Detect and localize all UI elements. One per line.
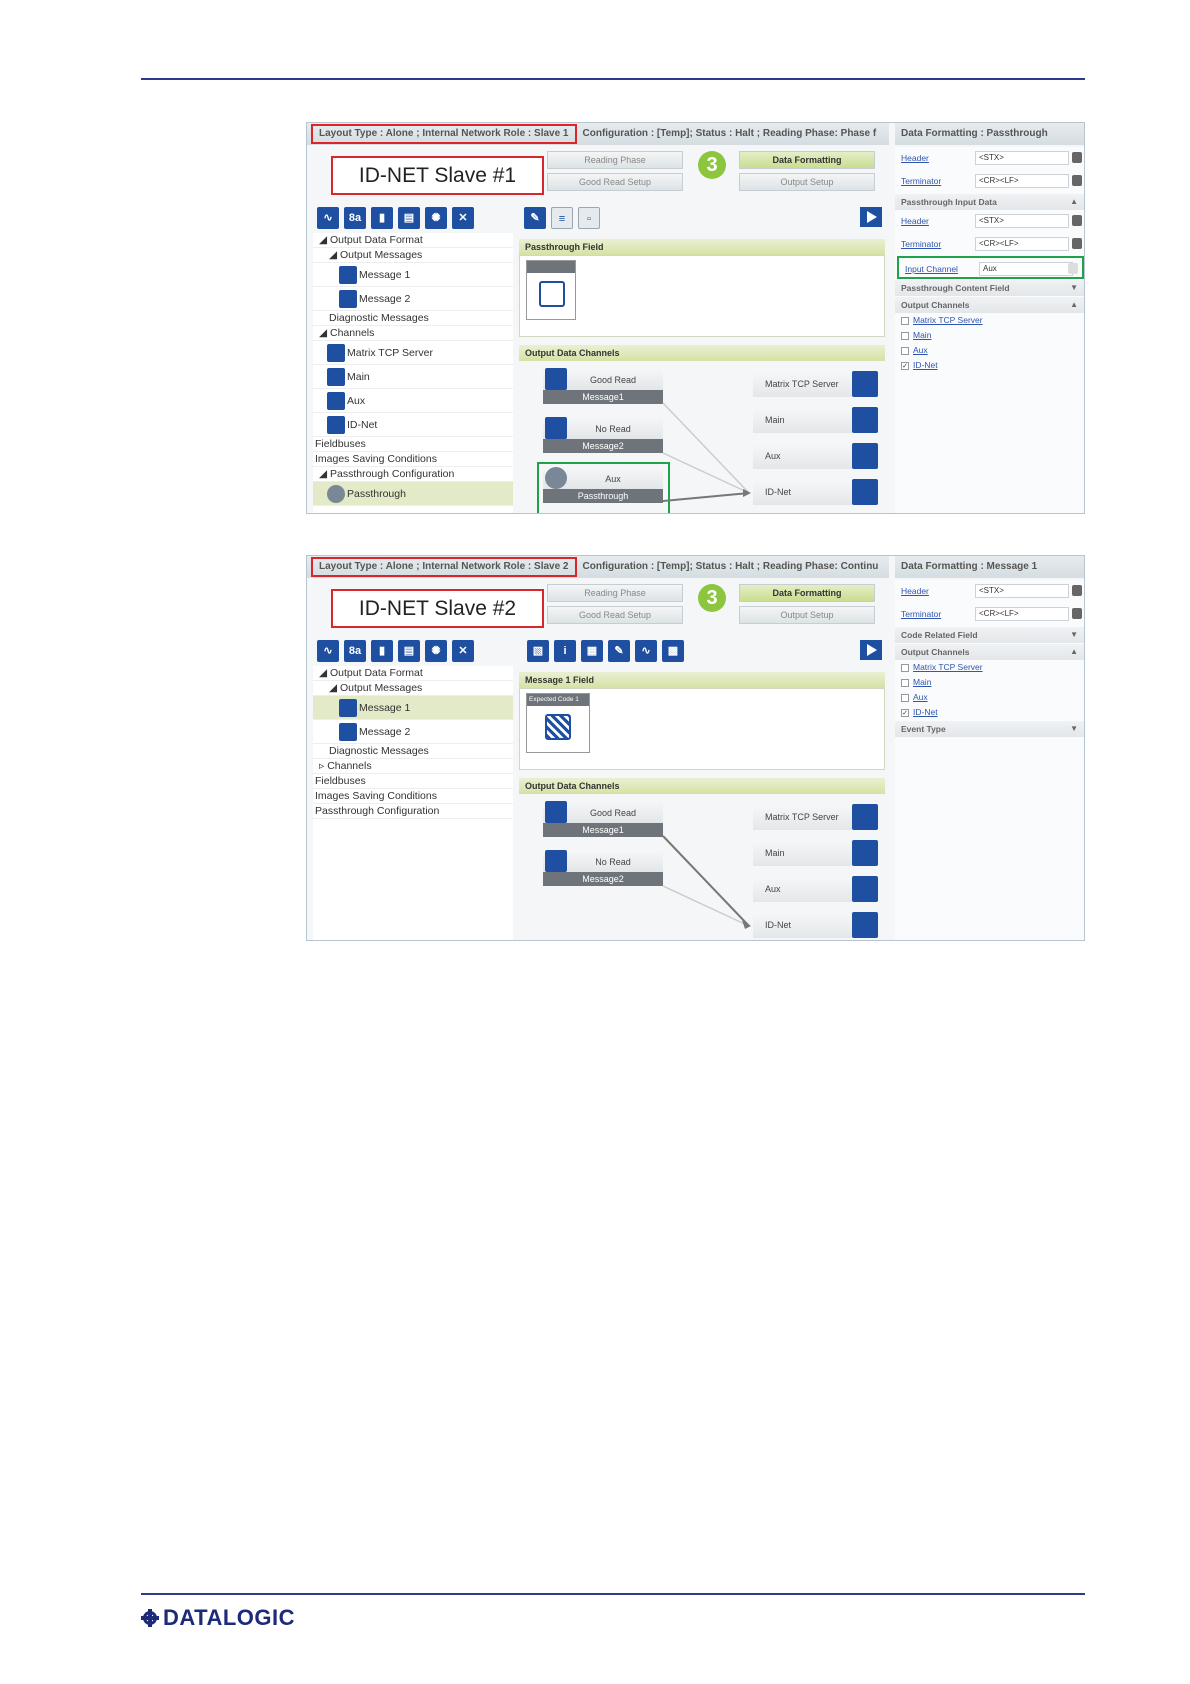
message-card[interactable]: No Read Message2 bbox=[543, 852, 663, 886]
terminator-field[interactable]: <CR><LF> bbox=[975, 174, 1069, 188]
properties-panel bbox=[895, 580, 1085, 941]
chevron-down-icon[interactable] bbox=[1068, 263, 1078, 274]
data-formatting-title: Data Formatting : Message 1 bbox=[895, 556, 1085, 578]
checkbox-row[interactable]: ✓ ID-Net bbox=[902, 360, 938, 370]
tree-item[interactable]: ◢ Output Messages bbox=[313, 681, 513, 696]
barcode-icon[interactable]: ▧ bbox=[527, 640, 549, 662]
checkbox-row[interactable]: Matrix TCP Server bbox=[895, 660, 1085, 675]
data-formatting-button[interactable]: Data Formatting bbox=[739, 584, 875, 602]
grid-icon[interactable]: ▦ bbox=[581, 640, 603, 662]
field-panel-header: Passthrough Field bbox=[519, 239, 885, 255]
connector-icon[interactable]: ▮ bbox=[371, 640, 393, 662]
tree-item-channel[interactable]: Matrix TCP Server bbox=[313, 341, 513, 365]
tree-item[interactable]: ◢ Output Data Format bbox=[313, 233, 513, 248]
passthrough-icon[interactable]: ✺ bbox=[425, 640, 447, 662]
channel-aux[interactable]: Aux bbox=[753, 443, 878, 469]
diagnostics-icon[interactable]: ∿ bbox=[635, 640, 657, 662]
input-channel-select[interactable]: Aux bbox=[979, 262, 1073, 276]
chevron-down-icon: ▼ bbox=[1070, 283, 1078, 292]
reading-phase-button[interactable]: Reading Phase bbox=[547, 151, 683, 169]
channel-main[interactable]: Main bbox=[753, 407, 878, 433]
screenshot-slave-1 bbox=[306, 122, 1085, 514]
tree-item-message-1[interactable]: Message 1 bbox=[313, 263, 513, 287]
terminator-row bbox=[895, 603, 1085, 626]
checkbox[interactable] bbox=[901, 332, 909, 340]
edit-icon[interactable] bbox=[1072, 175, 1082, 186]
chevron-down-icon: ▼ bbox=[1070, 630, 1078, 639]
channels-panel-header: Output Data Channels bbox=[519, 345, 885, 361]
section-output-channels[interactable]: Output Channels ▲ bbox=[895, 644, 1085, 660]
header-field[interactable]: <STX> bbox=[975, 214, 1069, 228]
channel-id-net[interactable]: ID-Net bbox=[753, 479, 878, 505]
edit-icon[interactable] bbox=[1072, 152, 1082, 163]
close-icon[interactable]: ✕ bbox=[452, 207, 474, 229]
tree-item[interactable]: ◢ Output Data Format bbox=[313, 666, 513, 681]
header-field[interactable]: <STX> bbox=[975, 584, 1069, 598]
tree-item-channel[interactable]: Aux bbox=[313, 389, 513, 413]
tree-item[interactable]: Passthrough Configuration bbox=[313, 804, 513, 819]
message-card[interactable]: Good Read Message1 bbox=[543, 370, 663, 404]
pencil-icon[interactable]: ✎ bbox=[608, 640, 630, 662]
good-read-setup-button[interactable]: Good Read Setup bbox=[547, 173, 683, 191]
tree-item[interactable]: Diagnostic Messages bbox=[313, 744, 513, 759]
tree-item[interactable]: Fieldbuses bbox=[313, 437, 513, 452]
slave-title-callout: ID-NET Slave #2 bbox=[331, 589, 544, 628]
connector-icon bbox=[852, 912, 878, 938]
chevron-up-icon: ▲ bbox=[1070, 197, 1078, 206]
expected-code-tile[interactable]: Expected Code 1 bbox=[526, 693, 590, 753]
checkbox-row[interactable]: Aux bbox=[895, 690, 1085, 705]
tree-item-message-2[interactable]: Message 2 bbox=[313, 720, 513, 744]
edit-icon[interactable] bbox=[1072, 238, 1082, 249]
section-code-related[interactable]: Code Related Field ▼ bbox=[895, 627, 1085, 643]
checkbox-row[interactable]: Aux bbox=[895, 343, 1085, 358]
message-card[interactable]: No Read Message2 bbox=[543, 419, 663, 453]
connector-icon bbox=[852, 407, 878, 433]
terminator-row bbox=[895, 170, 1085, 193]
edit-icon[interactable] bbox=[1072, 608, 1082, 619]
tree-item-message-1[interactable]: Message 1 bbox=[313, 696, 513, 720]
chevron-down-icon: ▼ bbox=[1070, 724, 1078, 733]
checkbox-row[interactable]: Main bbox=[895, 675, 1085, 690]
output-setup-button[interactable]: Output Setup bbox=[739, 606, 875, 624]
connector-icon bbox=[852, 804, 878, 830]
checkbox-checked[interactable]: ✓ bbox=[902, 709, 908, 717]
diagnostics-icon[interactable]: ∿ bbox=[317, 640, 339, 662]
connector-icon bbox=[852, 876, 878, 902]
section-passthrough-content[interactable]: Passthrough Content Field ▼ bbox=[895, 280, 1085, 296]
image-icon[interactable]: ▫ bbox=[578, 207, 600, 229]
data-formatting-button[interactable]: Data Formatting bbox=[739, 151, 875, 169]
header-row bbox=[895, 210, 1085, 233]
channel-matrix-tcp[interactable]: Matrix TCP Server bbox=[753, 371, 878, 397]
logo-mark-icon bbox=[141, 1609, 159, 1627]
header-row bbox=[895, 147, 1085, 170]
terminator-field[interactable]: <CR><LF> bbox=[975, 237, 1069, 251]
tree-item-channel[interactable]: ID-Net bbox=[313, 413, 513, 437]
terminator-link[interactable]: Terminator bbox=[901, 239, 942, 249]
diagnostics-icon[interactable]: ∿ bbox=[317, 207, 339, 229]
tree-item-channel[interactable]: Main bbox=[313, 365, 513, 389]
section-output-channels[interactable]: Output Channels ▲ bbox=[895, 297, 1085, 313]
header-field[interactable]: <STX> bbox=[975, 151, 1069, 165]
tree-item-passthrough[interactable]: Passthrough bbox=[313, 482, 513, 506]
terminator-field[interactable]: <CR><LF> bbox=[975, 607, 1069, 621]
field-panel-header: Message 1 Field bbox=[519, 672, 885, 688]
terminator-link[interactable]: Terminator bbox=[901, 609, 942, 619]
terminator-link[interactable]: Terminator bbox=[901, 176, 942, 186]
checkbox[interactable] bbox=[901, 317, 909, 325]
device-icon[interactable]: ▤ bbox=[398, 640, 420, 662]
slave-title-callout: ID-NET Slave #1 bbox=[331, 156, 544, 195]
list-icon[interactable]: ≡ bbox=[551, 207, 573, 229]
edit-icon[interactable] bbox=[1072, 215, 1082, 226]
edit-icon[interactable] bbox=[1072, 585, 1082, 596]
tree-item[interactable]: ◢ Passthrough Configuration bbox=[313, 467, 513, 482]
input-channel-link[interactable]: Input Channel bbox=[905, 264, 958, 274]
header-row bbox=[895, 580, 1085, 603]
connector-icon bbox=[852, 479, 878, 505]
tree-item[interactable]: ◢ Output Messages bbox=[313, 248, 513, 263]
step-badge: 3 bbox=[698, 584, 726, 612]
tree-item[interactable]: Fieldbuses bbox=[313, 774, 513, 789]
checkbox-row[interactable]: ✓ ID-Net bbox=[902, 707, 938, 717]
channel-main[interactable]: Main bbox=[753, 840, 878, 866]
channel-matrix-tcp[interactable]: Matrix TCP Server bbox=[753, 804, 878, 830]
datalogic-logo: DATALOGIC bbox=[141, 1606, 295, 1630]
header-link[interactable]: Header bbox=[901, 153, 929, 163]
properties-panel bbox=[895, 147, 1085, 514]
input-channel-row bbox=[897, 256, 1084, 279]
tree-item[interactable]: ▹ Channels bbox=[313, 759, 513, 774]
checkbox[interactable] bbox=[901, 347, 909, 355]
header-link[interactable]: Header bbox=[901, 216, 929, 226]
channel-aux[interactable]: Aux bbox=[753, 876, 878, 902]
tree-item[interactable]: Images Saving Conditions bbox=[313, 452, 513, 467]
qr-code-icon[interactable]: ▩ bbox=[662, 640, 684, 662]
step-badge: 3 bbox=[698, 151, 726, 179]
chevron-up-icon: ▲ bbox=[1070, 300, 1078, 309]
chevron-up-icon: ▲ bbox=[1070, 647, 1078, 656]
layout-type-highlight: Layout Type : Alone ; Internal Network Role : Slave 1 bbox=[311, 124, 577, 144]
status-text: Configuration : [Temp]; Status : Halt ; Reading Phase: Phase f bbox=[582, 128, 877, 139]
good-read-setup-button[interactable]: Good Read Setup bbox=[547, 606, 683, 624]
channel-id-net[interactable]: ID-Net bbox=[753, 912, 878, 938]
checkbox-checked[interactable]: ✓ bbox=[902, 362, 908, 370]
checkbox-row[interactable]: Matrix TCP Server bbox=[895, 313, 1085, 328]
counters-icon[interactable]: 8a bbox=[344, 207, 366, 229]
header-link[interactable]: Header bbox=[901, 586, 929, 596]
checkbox[interactable] bbox=[901, 664, 909, 672]
close-icon[interactable]: ✕ bbox=[452, 640, 474, 662]
device-icon[interactable]: ▤ bbox=[398, 207, 420, 229]
counters-icon[interactable]: 8a bbox=[344, 640, 366, 662]
layout-type-highlight: Layout Type : Alone ; Internal Network Role : Slave 2 bbox=[311, 557, 577, 577]
tree-item[interactable]: Images Saving Conditions bbox=[313, 789, 513, 804]
info-icon[interactable]: i bbox=[554, 640, 576, 662]
passthrough-icon[interactable]: ✺ bbox=[425, 207, 447, 229]
pencil-icon[interactable]: ✎ bbox=[524, 207, 546, 229]
footer-rule bbox=[141, 1593, 1085, 1595]
output-setup-button[interactable]: Output Setup bbox=[739, 173, 875, 191]
tree-item[interactable]: Diagnostic Messages bbox=[313, 311, 513, 326]
reading-phase-button[interactable]: Reading Phase bbox=[547, 584, 683, 602]
connector-icon bbox=[852, 371, 878, 397]
message-card[interactable]: Good Read Message1 bbox=[543, 803, 663, 837]
status-text: Configuration : [Temp]; Status : Halt ; Reading Phase: Continu bbox=[582, 561, 879, 572]
terminator-row bbox=[895, 233, 1085, 256]
channels-panel-header: Output Data Channels bbox=[519, 778, 885, 794]
tree-item-message-2[interactable]: Message 2 bbox=[313, 287, 513, 311]
header-rule bbox=[141, 78, 1085, 80]
connector-icon bbox=[852, 840, 878, 866]
checkbox[interactable] bbox=[901, 694, 909, 702]
passthrough-card[interactable]: Aux Passthrough bbox=[543, 469, 663, 503]
data-formatting-title: Data Formatting : Passthrough bbox=[895, 123, 1085, 145]
tree-item[interactable]: ◢ Channels bbox=[313, 326, 513, 341]
connector-icon[interactable]: ▮ bbox=[371, 207, 393, 229]
section-passthrough-input[interactable]: Passthrough Input Data ▲ bbox=[895, 194, 1085, 210]
screenshot-slave-2 bbox=[306, 555, 1085, 941]
checkbox[interactable] bbox=[901, 679, 909, 687]
section-event-type[interactable]: Event Type ▼ bbox=[895, 721, 1085, 737]
connector-icon bbox=[852, 443, 878, 469]
checkbox-row[interactable]: Main bbox=[895, 328, 1085, 343]
